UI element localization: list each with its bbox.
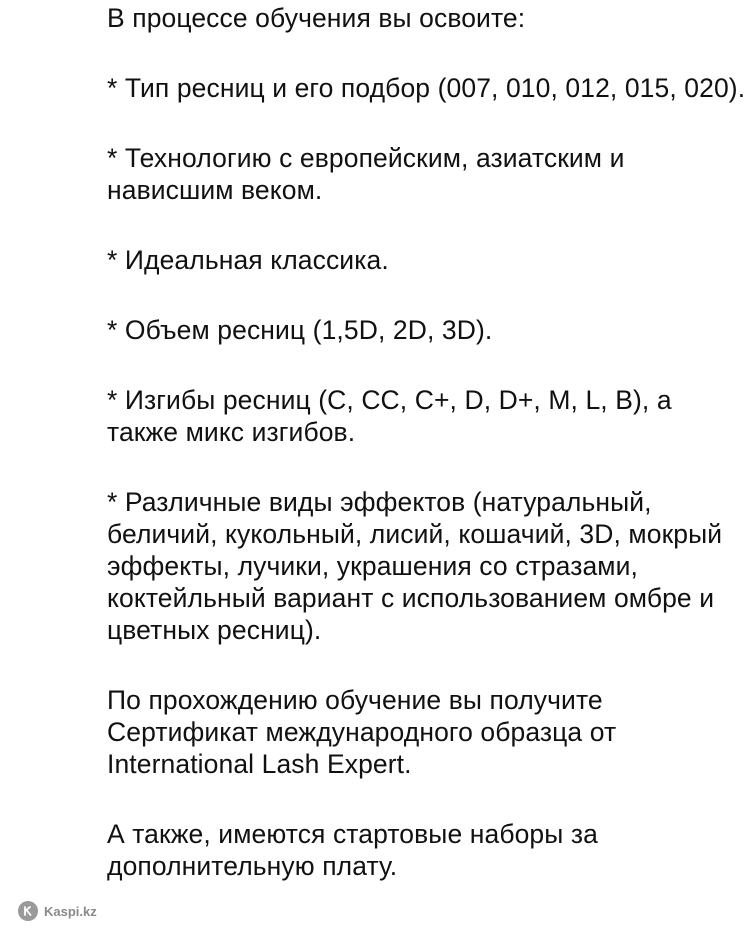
- paragraph-volume: * Объем ресниц (1,5D, 2D, 3D).: [107, 315, 493, 345]
- kaspi-logo-icon: [18, 901, 38, 921]
- paragraph-starter-kits: А также, имеются стартовые наборы за дополнительную плату.: [107, 819, 606, 881]
- paragraph-curls: * Изгибы ресниц (С, СС, С+, D, D+, M, L, B), а также микс изгибов.: [107, 385, 680, 447]
- paragraph-classic: * Идеальная классика.: [107, 245, 389, 275]
- watermark-text: Kaspi.kz: [44, 903, 97, 919]
- kaspi-watermark: [18, 901, 97, 921]
- paragraph-technology: * Технологию с европейским, азиатским и нависшим веком.: [107, 143, 632, 205]
- paragraph-certificate: По прохождению обучение вы получите Сертификат международного образца от International Lash Expert.: [107, 685, 624, 779]
- paragraph-lash-types: * Тип ресниц и его подбор (007, 010, 012, 015, 020).: [107, 73, 746, 103]
- document-body: [107, 2, 747, 882]
- paragraph-intro: В процессе обучения вы освоите:: [107, 3, 526, 33]
- paragraph-effects: * Различные виды эффектов (натуральный, беличий, кукольный, лисий, кошачий, 3D, мокрый эффекты, лучики, украшения со стразами, коктейльный вариант с использованием омбре и цветных ресниц).: [107, 487, 730, 645]
